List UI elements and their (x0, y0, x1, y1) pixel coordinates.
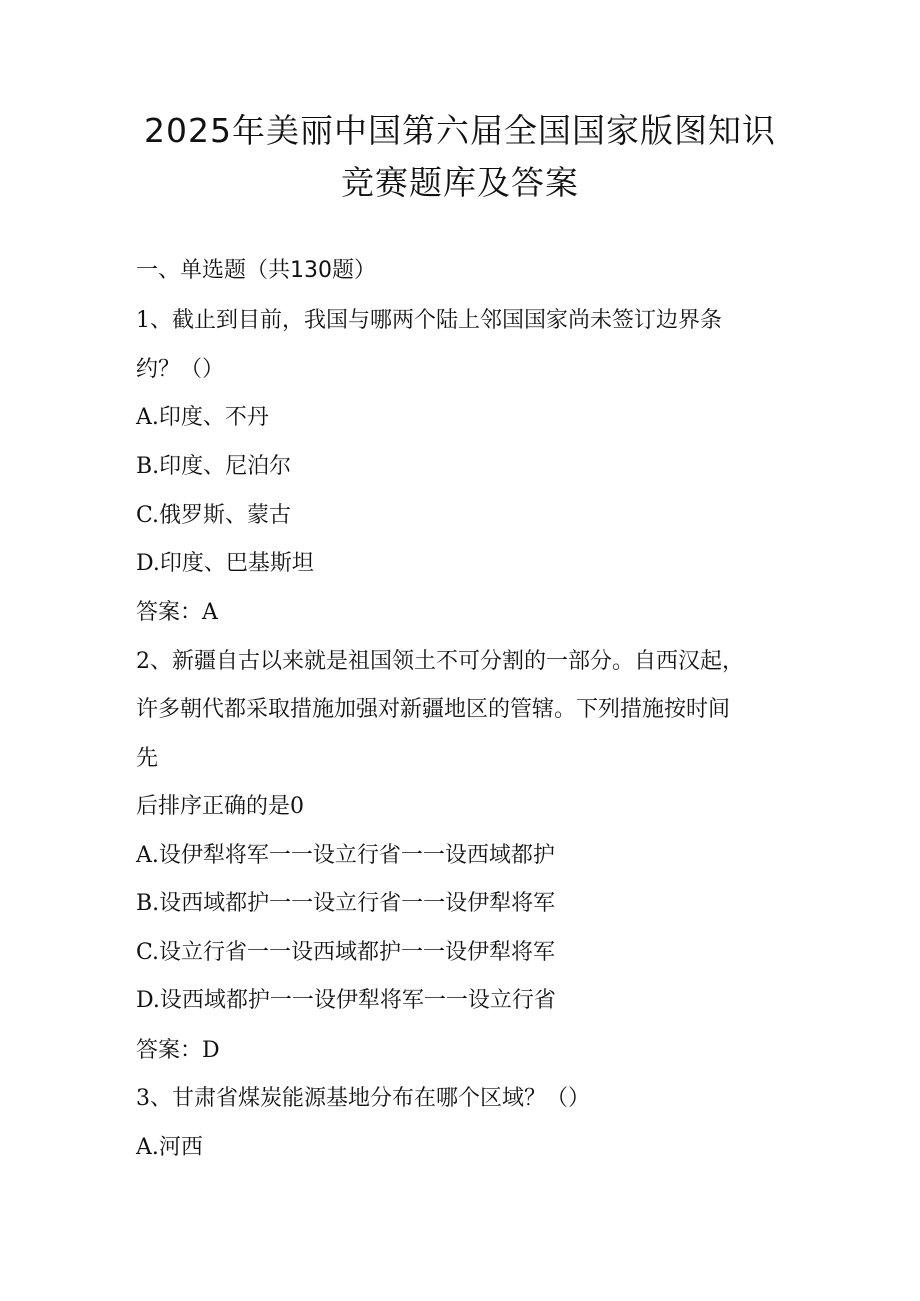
question-3-text: 3、甘肃省煤炭能源基地分布在哪个区域？（） (136, 1086, 590, 1111)
section-heading: 一、单选题（共130题） (136, 258, 376, 283)
question-1-option-d: D.印度、巴基斯坦 (136, 551, 314, 576)
question-2-option-b: B.设西域都护一一设立行省一一设伊犁将军 (136, 891, 556, 916)
document-title-line-2: 竞赛题库及答案 (341, 163, 579, 202)
question-2-answer: 答案：D (136, 1038, 220, 1063)
question-1-answer: 答案：A (136, 600, 218, 625)
question-2-option-d: D.设西域都护一一设伊犁将军一一设立行省 (136, 988, 556, 1013)
question-1-option-b: B.印度、尼泊尔 (136, 454, 292, 479)
question-2-text-continued: 许多朝代都采取措施加强对新疆地区的管辖。下列措施按时间 (136, 697, 731, 722)
document-title-line-1: 2025年美丽中国第六届全国国家版图知识 (144, 111, 776, 150)
question-1-text-continued: 约？（） (136, 357, 225, 382)
question-1-option-a: A.印度、不丹 (136, 405, 269, 430)
question-1-option-c: C.俄罗斯、蒙古 (136, 503, 292, 528)
question-1-text: 1、截止到目前，我国与哪两个陆上邻国国家尚未签订边界条 (136, 308, 722, 333)
question-2-option-a: A.设伊犁将军一一设立行省一一设西域都护 (136, 843, 555, 868)
question-2-option-c: C.设立行省一一设西域都护一一设伊犁将军 (136, 940, 556, 965)
question-2-text-continued-3: 后排序正确的是0 (136, 794, 304, 819)
question-3-option-a: A.河西 (136, 1135, 203, 1160)
question-2-text: 2、新疆自古以来就是祖国领土不可分割的一部分。自西汉起， (136, 649, 744, 674)
question-2-text-continued-2: 先 (136, 746, 159, 771)
